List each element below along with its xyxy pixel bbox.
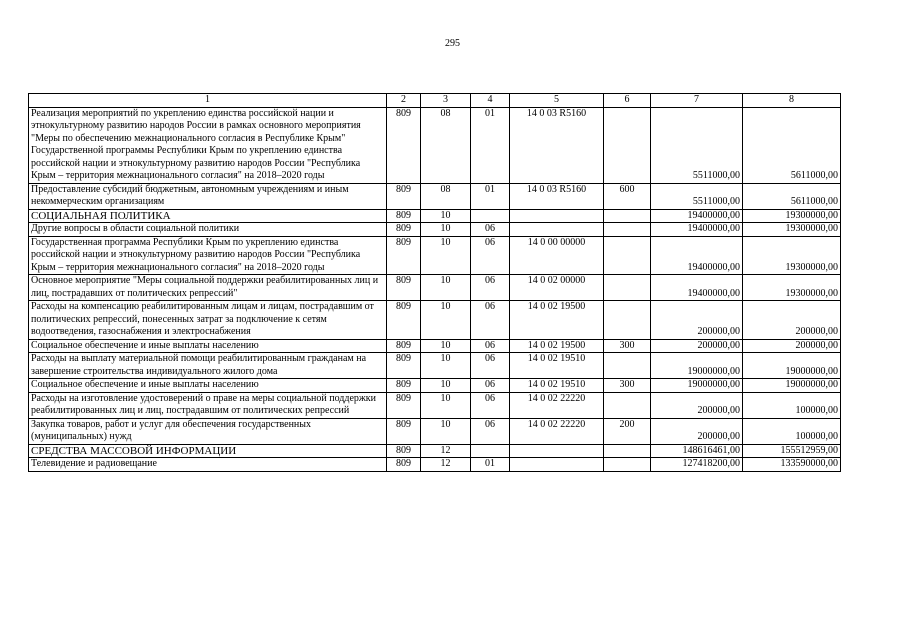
row-section-code-cell: 12: [421, 444, 471, 458]
row-grbs-cell: 809: [387, 418, 421, 444]
row-expense-type-cell: [604, 301, 651, 340]
table-row: [29, 392, 841, 418]
row-expense-type-cell: 600: [604, 183, 651, 209]
table-row: [29, 275, 841, 301]
row-subsection-code-cell: 01: [471, 458, 510, 472]
row-expense-type-cell: [604, 458, 651, 472]
row-expense-type-cell: 200: [604, 418, 651, 444]
row-grbs-cell: 809: [387, 392, 421, 418]
row-subsection-code-cell: 06: [471, 392, 510, 418]
row-target-article-cell: 14 0 02 22220: [510, 418, 604, 444]
row-amount-col7-cell: 19000000,00: [651, 379, 743, 393]
row-target-article-cell: 14 0 02 19500: [510, 339, 604, 353]
row-grbs-cell: 809: [387, 209, 421, 223]
row-grbs-cell: 809: [387, 379, 421, 393]
row-name-cell: СОЦИАЛЬНАЯ ПОЛИТИКА: [29, 209, 387, 223]
row-grbs-cell: 809: [387, 183, 421, 209]
row-expense-type-cell: [604, 275, 651, 301]
row-subsection-code-cell: 01: [471, 107, 510, 183]
table-row: [29, 444, 841, 458]
row-section-code-cell: 10: [421, 209, 471, 223]
row-section-code-cell: 10: [421, 301, 471, 340]
row-subsection-code-cell: 06: [471, 275, 510, 301]
row-amount-col7-cell: 127418200,00: [651, 458, 743, 472]
row-subsection-code-cell: 06: [471, 223, 510, 237]
row-section-code-cell: 10: [421, 392, 471, 418]
row-amount-col8-cell: 200000,00: [743, 339, 841, 353]
row-subsection-code-cell: [471, 444, 510, 458]
row-amount-col7-cell: 19400000,00: [651, 223, 743, 237]
row-expense-type-cell: 300: [604, 379, 651, 393]
header-cell-3: 3: [421, 94, 471, 108]
row-name-cell: Расходы на изготовление удостоверений о праве на меры социальной поддержки реабилитированных лиц и лиц, пострадавшим от политических репрессий: [29, 392, 387, 418]
row-amount-col8-cell: 19300000,00: [743, 223, 841, 237]
row-grbs-cell: 809: [387, 223, 421, 237]
row-amount-col7-cell: 19400000,00: [651, 275, 743, 301]
row-section-code-cell: 10: [421, 418, 471, 444]
row-expense-type-cell: [604, 444, 651, 458]
row-target-article-cell: 14 0 02 22220: [510, 392, 604, 418]
row-amount-col7-cell: 148616461,00: [651, 444, 743, 458]
row-target-article-cell: [510, 458, 604, 472]
row-amount-col8-cell: 5611000,00: [743, 183, 841, 209]
row-expense-type-cell: [604, 353, 651, 379]
row-name-cell: Основное мероприятие "Меры социальной поддержки реабилитированных лиц и лиц, пострадавших от политических репрессий": [29, 275, 387, 301]
row-section-code-cell: 12: [421, 458, 471, 472]
row-target-article-cell: [510, 209, 604, 223]
row-target-article-cell: 14 0 02 00000: [510, 275, 604, 301]
row-amount-col8-cell: 100000,00: [743, 392, 841, 418]
row-section-code-cell: 10: [421, 353, 471, 379]
row-section-code-cell: 10: [421, 223, 471, 237]
row-amount-col8-cell: 19300000,00: [743, 236, 841, 275]
row-amount-col7-cell: 200000,00: [651, 301, 743, 340]
table-row: [29, 183, 841, 209]
table-row: [29, 458, 841, 472]
row-expense-type-cell: 300: [604, 339, 651, 353]
row-name-cell: Социальное обеспечение и иные выплаты населению: [29, 339, 387, 353]
row-target-article-cell: [510, 444, 604, 458]
row-expense-type-cell: [604, 107, 651, 183]
row-target-article-cell: 14 0 02 19500: [510, 301, 604, 340]
row-amount-col8-cell: 200000,00: [743, 301, 841, 340]
row-name-cell: Другие вопросы в области социальной политики: [29, 223, 387, 237]
row-section-code-cell: 08: [421, 183, 471, 209]
row-grbs-cell: 809: [387, 236, 421, 275]
header-cell-6: 6: [604, 94, 651, 108]
row-grbs-cell: 809: [387, 339, 421, 353]
row-amount-col8-cell: 155512959,00: [743, 444, 841, 458]
row-section-code-cell: 10: [421, 379, 471, 393]
row-grbs-cell: 809: [387, 107, 421, 183]
header-cell-8: 8: [743, 94, 841, 108]
row-subsection-code-cell: 06: [471, 353, 510, 379]
header-cell-2: 2: [387, 94, 421, 108]
row-subsection-code-cell: 06: [471, 236, 510, 275]
row-target-article-cell: [510, 223, 604, 237]
row-expense-type-cell: [604, 223, 651, 237]
row-target-article-cell: 14 0 02 19510: [510, 379, 604, 393]
table-row: [29, 107, 841, 183]
table-row: [29, 223, 841, 237]
row-grbs-cell: 809: [387, 301, 421, 340]
row-grbs-cell: 809: [387, 275, 421, 301]
row-section-code-cell: 10: [421, 339, 471, 353]
row-subsection-code-cell: 06: [471, 418, 510, 444]
row-target-article-cell: 14 0 02 19510: [510, 353, 604, 379]
row-amount-col8-cell: 19000000,00: [743, 353, 841, 379]
table-row: [29, 209, 841, 223]
row-amount-col7-cell: 19400000,00: [651, 236, 743, 275]
header-row: [29, 94, 841, 108]
row-subsection-code-cell: 06: [471, 379, 510, 393]
page-number: 295: [445, 38, 460, 49]
row-name-cell: Расходы на выплату материальной помощи реабилитированным гражданам на завершение строительства индивидуального жилого дома: [29, 353, 387, 379]
row-amount-col7-cell: 200000,00: [651, 418, 743, 444]
header-cell-5: 5: [510, 94, 604, 108]
row-subsection-code-cell: 06: [471, 339, 510, 353]
table-row: [29, 301, 841, 340]
row-amount-col8-cell: 19300000,00: [743, 275, 841, 301]
row-name-cell: Расходы на компенсацию реабилитированным лицам и лицам, пострадавшим от политических репрессий, понесенных затрат за подключение к сетям водоотведения, газоснабжения и электроснабжения: [29, 301, 387, 340]
row-subsection-code-cell: 06: [471, 301, 510, 340]
row-grbs-cell: 809: [387, 444, 421, 458]
header-cell-4: 4: [471, 94, 510, 108]
row-expense-type-cell: [604, 392, 651, 418]
row-name-cell: Предоставление субсидий бюджетным, автономным учреждениям и иным некоммерческим организациям: [29, 183, 387, 209]
row-amount-col8-cell: 133590000,00: [743, 458, 841, 472]
row-section-code-cell: 10: [421, 236, 471, 275]
row-subsection-code-cell: [471, 209, 510, 223]
budget-table: [28, 93, 841, 472]
row-expense-type-cell: [604, 236, 651, 275]
row-name-cell: Государственная программа Республики Крым по укреплению единства российской нации и этнокультурному развитию народов России "Республика Крым – территория межнационального согласия" на 2018–2020 годы: [29, 236, 387, 275]
row-amount-col7-cell: 200000,00: [651, 339, 743, 353]
row-target-article-cell: 14 0 00 00000: [510, 236, 604, 275]
row-name-cell: Социальное обеспечение и иные выплаты населению: [29, 379, 387, 393]
table-row: [29, 418, 841, 444]
table-row: [29, 379, 841, 393]
row-amount-col7-cell: 19000000,00: [651, 353, 743, 379]
row-amount-col7-cell: 200000,00: [651, 392, 743, 418]
row-amount-col7-cell: 5511000,00: [651, 107, 743, 183]
row-amount-col8-cell: 5611000,00: [743, 107, 841, 183]
row-amount-col8-cell: 100000,00: [743, 418, 841, 444]
row-section-code-cell: 10: [421, 275, 471, 301]
row-section-code-cell: 08: [421, 107, 471, 183]
row-amount-col7-cell: 19400000,00: [651, 209, 743, 223]
row-name-cell: Реализация мероприятий по укреплению единства российской нации и этнокультурному развитию народов России в рамках основного мероприятия "Меры по обеспечению межнационального согласия в Республике Крым" Государственной программы Республики Крым по укреплению единства российской нации и этнокультурному развитию народов России "Республика Крым – территория межнационального согласия" на 2018–2020 годы: [29, 107, 387, 183]
header-cell-7: 7: [651, 94, 743, 108]
row-grbs-cell: 809: [387, 458, 421, 472]
row-target-article-cell: 14 0 03 R5160: [510, 107, 604, 183]
row-name-cell: Закупка товаров, работ и услуг для обеспечения государственных (муниципальных) нужд: [29, 418, 387, 444]
header-cell-1: 1: [29, 94, 387, 108]
row-amount-col7-cell: 5511000,00: [651, 183, 743, 209]
row-amount-col8-cell: 19000000,00: [743, 379, 841, 393]
row-name-cell: Телевидение и радиовещание: [29, 458, 387, 472]
table-row: [29, 236, 841, 275]
row-subsection-code-cell: 01: [471, 183, 510, 209]
row-name-cell: СРЕДСТВА МАССОВОЙ ИНФОРМАЦИИ: [29, 444, 387, 458]
row-target-article-cell: 14 0 03 R5160: [510, 183, 604, 209]
row-grbs-cell: 809: [387, 353, 421, 379]
row-expense-type-cell: [604, 209, 651, 223]
table-row: [29, 353, 841, 379]
row-amount-col8-cell: 19300000,00: [743, 209, 841, 223]
table-row: [29, 339, 841, 353]
